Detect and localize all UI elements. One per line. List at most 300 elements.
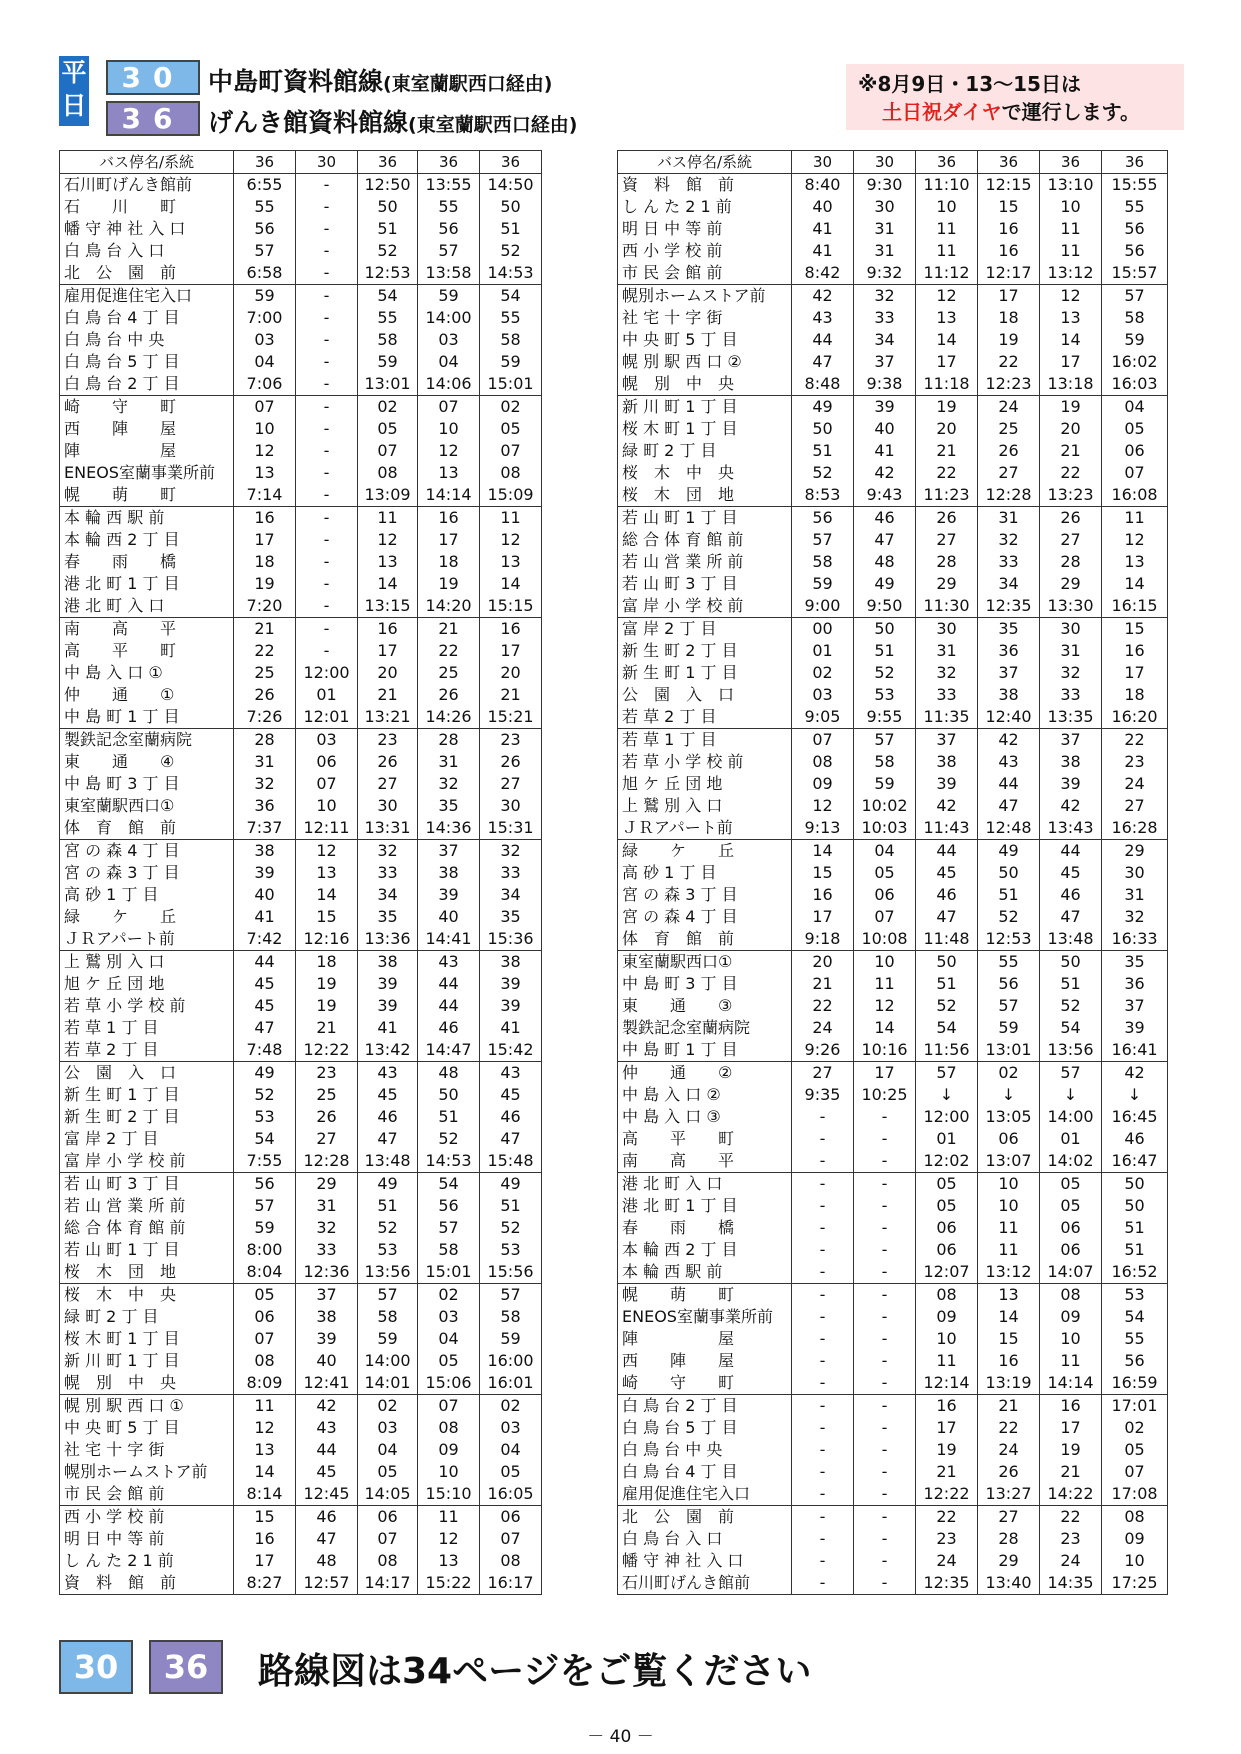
departure-time: 46 (480, 1106, 542, 1128)
departure-time: 54 (234, 1128, 296, 1150)
departure-time: 17 (480, 640, 542, 662)
departure-time: 24 (978, 1439, 1040, 1461)
departure-time: 07 (792, 729, 854, 752)
departure-time: 53 (234, 1106, 296, 1128)
departure-time: 22 (978, 351, 1040, 373)
departure-time: 19 (1040, 1439, 1102, 1461)
column-header-route: 36 (358, 151, 418, 174)
departure-time: 21 (296, 1017, 358, 1039)
departure-time: 12:40 (978, 706, 1040, 729)
stop-name: 旭 ケ 丘 団 地 (618, 773, 792, 795)
departure-time: 24 (792, 1017, 854, 1039)
departure-time: 53 (480, 1239, 542, 1261)
departure-time: 18 (978, 307, 1040, 329)
departure-time: 22 (978, 1417, 1040, 1439)
departure-time: 19 (1040, 396, 1102, 419)
departure-time: 16 (978, 240, 1040, 262)
departure-time: 12 (1102, 529, 1168, 551)
table-row (60, 1284, 542, 1307)
departure-time: 29 (1102, 840, 1168, 863)
departure-time: 06 (296, 751, 358, 773)
stop-name: 石川町げんき館前 (618, 1572, 792, 1595)
stop-name: 桜 木 町 1 丁 目 (60, 1328, 234, 1350)
departure-time: 13 (234, 462, 296, 484)
departure-time: 10:25 (854, 1084, 916, 1106)
departure-time: 23 (358, 729, 418, 752)
departure-time: 14 (358, 573, 418, 595)
departure-time: 49 (358, 1173, 418, 1196)
departure-time: 03 (792, 684, 854, 706)
departure-time: 11:56 (916, 1039, 978, 1062)
departure-time: 14 (480, 573, 542, 595)
departure-time: 45 (358, 1084, 418, 1106)
departure-time: 56 (978, 973, 1040, 995)
departure-time: 13:05 (978, 1106, 1040, 1128)
table-row (60, 840, 542, 863)
stop-name: 若 草 2 丁 目 (618, 706, 792, 729)
departure-time: 51 (358, 1195, 418, 1217)
departure-time: 58 (358, 329, 418, 351)
departure-time: - (792, 1350, 854, 1372)
departure-time: 32 (296, 1217, 358, 1239)
departure-time: 16:08 (1102, 484, 1168, 507)
departure-time: 03 (358, 1417, 418, 1439)
table-row (618, 928, 1168, 951)
table-row (60, 351, 542, 373)
departure-time: 02 (978, 1062, 1040, 1085)
departure-time: 13:56 (1040, 1039, 1102, 1062)
departure-time: 24 (1040, 1550, 1102, 1572)
stop-name: 幌 別 中 央 (618, 373, 792, 396)
stop-name: ENEOS室蘭事業所前 (60, 462, 234, 484)
table-row (618, 729, 1168, 752)
departure-time: 8:48 (792, 373, 854, 396)
stop-name: 桜 木 中 央 (618, 462, 792, 484)
stop-name: 中 島 町 3 丁 目 (618, 973, 792, 995)
departure-time: 31 (854, 240, 916, 262)
departure-time: 08 (418, 1417, 480, 1439)
stop-name: し ん た 2 1 前 (60, 1550, 234, 1572)
stop-name: 中 島 入 口 ① (60, 662, 234, 684)
departure-time: 57 (418, 1217, 480, 1239)
stop-name: 公 園 入 口 (60, 1062, 234, 1085)
departure-time: 21 (234, 618, 296, 641)
departure-time: 9:05 (792, 706, 854, 729)
departure-time: - (792, 1217, 854, 1239)
departure-time: 51 (792, 440, 854, 462)
departure-time: 12 (358, 529, 418, 551)
stop-name: 若 山 町 1 丁 目 (618, 507, 792, 530)
departure-time: 49 (792, 396, 854, 419)
departure-time: 21 (480, 684, 542, 706)
departure-time: 15:31 (480, 817, 542, 840)
table-row (60, 817, 542, 840)
table-row (60, 1150, 542, 1173)
table-row (60, 951, 542, 974)
stop-name: 本 輪 西 2 丁 目 (618, 1239, 792, 1261)
departure-time: 14:17 (358, 1572, 418, 1595)
departure-time: 37 (978, 662, 1040, 684)
departure-time: ↓ (1040, 1084, 1102, 1106)
departure-time: 31 (296, 1195, 358, 1217)
departure-time: 29 (916, 573, 978, 595)
departure-time: 15:15 (480, 595, 542, 618)
departure-time: 27 (792, 1062, 854, 1085)
departure-time: 42 (1102, 1062, 1168, 1085)
stop-name: 桜 木 町 1 丁 目 (618, 418, 792, 440)
departure-time: 14:47 (418, 1039, 480, 1062)
departure-time: 10:03 (854, 817, 916, 840)
departure-time: 55 (418, 196, 480, 218)
departure-time: 57 (978, 995, 1040, 1017)
departure-time: 47 (296, 1528, 358, 1550)
departure-time: 34 (854, 329, 916, 351)
route-30-badge: 30 (106, 60, 200, 95)
departure-time: 36 (978, 640, 1040, 662)
departure-time: 17:01 (1102, 1395, 1168, 1418)
stop-name: 港 北 町 入 口 (60, 595, 234, 618)
departure-time: - (296, 484, 358, 507)
departure-time: 8:00 (234, 1239, 296, 1261)
departure-time: 10:16 (854, 1039, 916, 1062)
departure-time: 38 (916, 751, 978, 773)
departure-time: 23 (480, 729, 542, 752)
departure-time: 16 (418, 507, 480, 530)
departure-time: 31 (1102, 884, 1168, 906)
departure-time: 15:09 (480, 484, 542, 507)
stop-name: 桜 木 団 地 (618, 484, 792, 507)
route-map-reference: 路線図は34ページをご覧ください (258, 1651, 812, 1692)
stop-name: 南 高 平 (618, 1150, 792, 1173)
table-row (618, 307, 1168, 329)
departure-time: - (854, 1372, 916, 1395)
departure-time: 14:07 (1040, 1261, 1102, 1284)
departure-time: 56 (234, 1173, 296, 1196)
table-row (60, 995, 542, 1017)
stop-name: 若 草 1 丁 目 (618, 729, 792, 752)
table-row (618, 507, 1168, 530)
departure-time: 16 (234, 1528, 296, 1550)
departure-time: 14 (1102, 573, 1168, 595)
table-row (60, 884, 542, 906)
departure-time: 52 (978, 906, 1040, 928)
departure-time: 15:01 (480, 373, 542, 396)
notice-highlight: 土日祝ダイヤ (882, 100, 1002, 124)
departure-time: 50 (854, 618, 916, 641)
route-36-badge: 36 (106, 101, 200, 136)
departure-time: 05 (234, 1284, 296, 1307)
stop-name: 本 輪 西 駅 前 (60, 507, 234, 530)
departure-time: 50 (480, 196, 542, 218)
departure-time: 13 (418, 462, 480, 484)
table-row (618, 706, 1168, 729)
departure-time: 50 (418, 1084, 480, 1106)
departure-time: 17 (978, 285, 1040, 308)
stop-name: 上 鷲 別 入 口 (618, 795, 792, 817)
table-row (60, 640, 542, 662)
table-row (60, 1173, 542, 1196)
departure-time: 13:23 (1040, 484, 1102, 507)
stop-name: 宮 の 森 4 丁 目 (618, 906, 792, 928)
departure-time: 11 (1040, 240, 1102, 262)
departure-time: 52 (1040, 995, 1102, 1017)
departure-time: 27 (1040, 529, 1102, 551)
departure-time: 15 (792, 862, 854, 884)
departure-time: 9:38 (854, 373, 916, 396)
stop-name: 雇用促進住宅入口 (618, 1483, 792, 1506)
departure-time: 02 (792, 662, 854, 684)
departure-time: 06 (916, 1239, 978, 1261)
table-row (618, 1483, 1168, 1506)
departure-time: - (854, 1350, 916, 1372)
departure-time: 14:00 (1040, 1106, 1102, 1128)
departure-time: 51 (480, 1195, 542, 1217)
departure-time: 34 (480, 884, 542, 906)
departure-time: 15:10 (418, 1483, 480, 1506)
departure-time: 12 (234, 1417, 296, 1439)
departure-time: 16:59 (1102, 1372, 1168, 1395)
departure-time: 20 (1040, 418, 1102, 440)
departure-time: 36 (234, 795, 296, 817)
table-row (60, 462, 542, 484)
departure-time: 01 (792, 640, 854, 662)
departure-time: 15:36 (480, 928, 542, 951)
departure-time: 06 (480, 1506, 542, 1529)
departure-time: 47 (480, 1128, 542, 1150)
column-header-route: 30 (792, 151, 854, 174)
departure-time: 01 (916, 1128, 978, 1150)
stop-name: 中 島 入 口 ③ (618, 1106, 792, 1128)
departure-time: 48 (296, 1550, 358, 1572)
departure-time: 55 (234, 196, 296, 218)
stop-name: 若 草 小 学 校 前 (618, 751, 792, 773)
departure-time: 42 (1040, 795, 1102, 817)
departure-time: - (792, 1195, 854, 1217)
table-row (618, 906, 1168, 928)
departure-time: 27 (1102, 795, 1168, 817)
table-row (618, 840, 1168, 863)
stop-name: 西 小 学 校 前 (618, 240, 792, 262)
departure-time: 02 (358, 1395, 418, 1418)
departure-time: 46 (1040, 884, 1102, 906)
stop-name: 幌 別 中 央 (60, 1372, 234, 1395)
departure-time: - (854, 1572, 916, 1595)
departure-time: 51 (1102, 1217, 1168, 1239)
departure-time: - (296, 551, 358, 573)
stop-name: 緑 ケ 丘 (618, 840, 792, 863)
stop-name: 白 鳥 台 入 口 (60, 240, 234, 262)
departure-time: 32 (854, 285, 916, 308)
departure-time: 52 (480, 240, 542, 262)
departure-time: 02 (418, 1284, 480, 1307)
table-row (60, 307, 542, 329)
departure-time: 57 (1102, 285, 1168, 308)
departure-time: - (296, 373, 358, 396)
table-row (618, 995, 1168, 1017)
departure-time: 50 (916, 951, 978, 974)
stop-name: 明 日 中 等 前 (60, 1528, 234, 1550)
departure-time: 15:48 (480, 1150, 542, 1173)
departure-time: 30 (1102, 862, 1168, 884)
departure-time: 27 (978, 462, 1040, 484)
departure-time: 30 (916, 618, 978, 641)
table-row (618, 396, 1168, 419)
departure-time: 31 (854, 218, 916, 240)
departure-time: 57 (234, 1195, 296, 1217)
departure-time: 05 (358, 1461, 418, 1483)
departure-time: 13 (234, 1439, 296, 1461)
departure-time: 52 (234, 1084, 296, 1106)
table-row (60, 1350, 542, 1372)
departure-time: - (792, 1550, 854, 1572)
departure-time: - (854, 1506, 916, 1529)
departure-time: 10 (916, 1328, 978, 1350)
departure-time: 22 (916, 1506, 978, 1529)
departure-time: 50 (1102, 1173, 1168, 1196)
departure-time: 15 (234, 1506, 296, 1529)
departure-time: 56 (418, 1195, 480, 1217)
stop-name: 新 川 町 1 丁 目 (618, 396, 792, 419)
table-row (60, 618, 542, 641)
departure-time: 03 (234, 329, 296, 351)
departure-time: 44 (792, 329, 854, 351)
stop-name: 幌別ホームストア前 (618, 285, 792, 308)
departure-time: 13:35 (1040, 706, 1102, 729)
table-row (60, 1306, 542, 1328)
table-row (60, 196, 542, 218)
table-row (618, 329, 1168, 351)
departure-time: 48 (854, 551, 916, 573)
departure-time: 05 (916, 1173, 978, 1196)
departure-time: - (296, 240, 358, 262)
stop-name: 仲 通 ① (60, 684, 234, 706)
table-row (618, 795, 1168, 817)
timetable-inbound (617, 150, 1168, 1595)
table-row (60, 1195, 542, 1217)
departure-time: 12 (234, 440, 296, 462)
departure-time: 08 (234, 1350, 296, 1372)
departure-time: 11 (916, 240, 978, 262)
stop-name: 雇用促進住宅入口 (60, 285, 234, 308)
departure-time: 30 (480, 795, 542, 817)
departure-time: - (296, 618, 358, 641)
stop-name: 緑 町 2 丁 目 (618, 440, 792, 462)
departure-time: 12 (296, 840, 358, 863)
departure-time: 55 (1102, 196, 1168, 218)
departure-time: - (296, 307, 358, 329)
departure-time: 50 (1040, 951, 1102, 974)
stop-name: 仲 通 ② (618, 1062, 792, 1085)
departure-time: - (792, 1106, 854, 1128)
stop-name: 若 山 町 3 丁 目 (618, 573, 792, 595)
departure-time: 59 (234, 285, 296, 308)
departure-time: 23 (1102, 751, 1168, 773)
departure-time: 11 (358, 507, 418, 530)
departure-time: 39 (1102, 1017, 1168, 1039)
departure-time: 13 (978, 1284, 1040, 1307)
departure-time: 12:41 (296, 1372, 358, 1395)
departure-time: 33 (480, 862, 542, 884)
departure-time: - (296, 507, 358, 530)
departure-time: 16:47 (1102, 1150, 1168, 1173)
departure-time: 11 (978, 1239, 1040, 1261)
departure-time: 05 (480, 418, 542, 440)
departure-time: 42 (978, 729, 1040, 752)
stop-name: 白 鳥 台 中 央 (618, 1439, 792, 1461)
departure-time: 9:30 (854, 174, 916, 197)
column-header-route: 36 (480, 151, 542, 174)
departure-time: 52 (480, 1217, 542, 1239)
departure-time: 40 (792, 196, 854, 218)
departure-time: 11 (916, 1350, 978, 1372)
departure-time: - (792, 1328, 854, 1350)
stop-name: 社 宅 十 字 街 (60, 1439, 234, 1461)
departure-time: 10 (1102, 1550, 1168, 1572)
table-row (618, 1084, 1168, 1106)
departure-time: 59 (480, 1328, 542, 1350)
departure-time: 14:22 (1040, 1483, 1102, 1506)
departure-time: 17 (234, 1550, 296, 1572)
table-row (60, 906, 542, 928)
table-row (618, 218, 1168, 240)
departure-time: - (296, 396, 358, 419)
table-row (618, 440, 1168, 462)
stop-name: 中 島 入 口 ② (618, 1084, 792, 1106)
departure-time: 29 (978, 1550, 1040, 1572)
departure-time: 40 (296, 1350, 358, 1372)
departure-time: 8:09 (234, 1372, 296, 1395)
departure-time: 13:12 (978, 1261, 1040, 1284)
departure-time: 35 (978, 618, 1040, 641)
departure-time: 15:22 (418, 1572, 480, 1595)
departure-time: 52 (358, 240, 418, 262)
departure-time: 16:17 (480, 1572, 542, 1595)
table-row (60, 706, 542, 729)
departure-time: 56 (1102, 240, 1168, 262)
departure-time: 59 (480, 351, 542, 373)
departure-time: 22 (916, 462, 978, 484)
departure-time: 8:27 (234, 1572, 296, 1595)
departure-time: 14 (234, 1461, 296, 1483)
table-row (60, 1328, 542, 1350)
departure-time: 45 (234, 995, 296, 1017)
departure-time: 17 (358, 640, 418, 662)
departure-time: 50 (792, 418, 854, 440)
table-row (60, 973, 542, 995)
column-header-route: 36 (978, 151, 1040, 174)
departure-time: 15 (1102, 618, 1168, 641)
departure-time: 47 (234, 1017, 296, 1039)
departure-time: 19 (418, 573, 480, 595)
departure-time: 12:17 (978, 262, 1040, 285)
departure-time: 08 (358, 462, 418, 484)
departure-time: - (854, 1395, 916, 1418)
departure-time: 12:36 (296, 1261, 358, 1284)
departure-time: 14:14 (418, 484, 480, 507)
departure-time: 16 (978, 1350, 1040, 1372)
departure-time: 17 (1040, 1417, 1102, 1439)
departure-time: 06 (854, 884, 916, 906)
departure-time: 13:10 (1040, 174, 1102, 197)
departure-time: 22 (1040, 462, 1102, 484)
departure-time: 52 (916, 995, 978, 1017)
departure-time: 8:40 (792, 174, 854, 197)
table-row (60, 1128, 542, 1150)
departure-time: - (854, 1306, 916, 1328)
departure-time: 12:02 (916, 1150, 978, 1173)
departure-time: 43 (296, 1417, 358, 1439)
departure-time: 50 (978, 862, 1040, 884)
